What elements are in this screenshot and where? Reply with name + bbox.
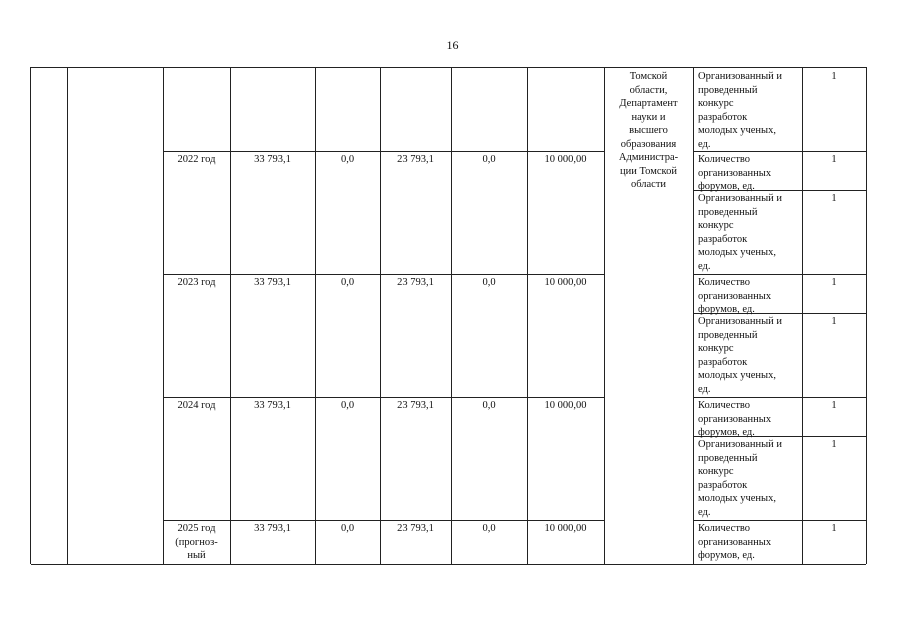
amount-cell: 0,0 <box>340 277 355 288</box>
amount-cell: 0,0 <box>482 277 496 288</box>
text-line: ный <box>187 550 206 561</box>
indicator-value-cell: 1 <box>831 154 837 165</box>
grid-line-horizontal <box>693 564 866 565</box>
text-line: высшего <box>629 125 668 136</box>
year-cell <box>163 520 230 563</box>
text-line: молодых ученых, <box>698 370 776 381</box>
amount-cell: 33 793,1 <box>254 277 291 288</box>
text-line: проведенный <box>698 84 758 96</box>
amount-cell: 23 793,1 <box>397 400 434 411</box>
text-line: форумов, ед. <box>698 550 755 561</box>
indicator-value-cell: 1 <box>831 193 837 204</box>
text-line: конкурс <box>698 98 734 109</box>
responsible-executor-cell <box>604 68 693 192</box>
amount-cell: 0,0 <box>482 154 496 165</box>
indicator-name-cell <box>693 190 802 273</box>
text-line: 2023 год <box>177 277 216 288</box>
amount-cell: 10 000,00 <box>544 277 587 288</box>
amount-cell: 23 793,1 <box>397 154 434 165</box>
text-line: ед. <box>698 260 711 272</box>
text-line: Организованный и <box>698 193 783 204</box>
text-line: молодых ученых, <box>698 125 776 136</box>
indicator-name-cell <box>693 68 802 151</box>
text-line: разработок <box>698 233 748 245</box>
text-line: организованных <box>698 413 772 425</box>
amount-cell: 33 793,1 <box>254 523 291 534</box>
text-line: 2022 год <box>177 154 216 165</box>
indicator-value-cell: 1 <box>831 277 837 288</box>
indicator-name-cell <box>693 313 802 396</box>
grid-line-horizontal <box>604 564 693 565</box>
budget-table <box>30 67 867 564</box>
year-cell <box>163 397 230 413</box>
text-line: области, <box>629 84 668 96</box>
text-line: разработок <box>698 111 748 123</box>
text-line: организованных <box>698 536 772 548</box>
grid-line-vertical <box>67 68 68 564</box>
text-line: Организованный и <box>698 71 783 82</box>
amount-cell: 10 000,00 <box>544 154 587 165</box>
text-line: науки и <box>631 111 666 123</box>
text-line: проведенный <box>698 329 758 341</box>
text-line: Организованный и <box>698 316 783 327</box>
text-line: ции Томской <box>620 165 677 177</box>
grid-line-vertical <box>163 68 164 564</box>
text-line: 2025 год <box>177 523 216 534</box>
grid-line-vertical <box>230 68 231 564</box>
text-line: образования <box>620 138 677 150</box>
text-line: разработок <box>698 479 748 491</box>
amount-cell: 23 793,1 <box>397 523 434 534</box>
page-number: 16 <box>446 38 459 52</box>
text-line: ед. <box>698 506 711 518</box>
text-line: Количество <box>698 154 751 165</box>
text-line: разработок <box>698 356 748 368</box>
text-line: Организованный и <box>698 439 783 450</box>
text-line: Томской <box>629 71 668 82</box>
text-line: молодых ученых, <box>698 247 776 258</box>
text-line: Количество <box>698 523 751 534</box>
year-cell <box>163 274 230 290</box>
grid-line-vertical <box>451 68 452 564</box>
grid-line-vertical <box>315 68 316 564</box>
year-cell <box>163 151 230 167</box>
text-line: конкурс <box>698 466 734 477</box>
indicator-value-cell: 1 <box>831 71 837 82</box>
indicator-name-cell <box>693 397 802 440</box>
text-line: форумов, ед. <box>698 181 755 192</box>
amount-cell: 0,0 <box>340 154 355 165</box>
amount-cell: 23 793,1 <box>397 277 434 288</box>
text-line: форумов, ед. <box>698 427 755 438</box>
amount-cell: 0,0 <box>340 400 355 411</box>
text-line: организованных <box>698 167 772 179</box>
indicator-name-cell <box>693 274 802 317</box>
text-line: ед. <box>698 383 711 395</box>
indicator-name-cell <box>693 436 802 519</box>
text-line: проведенный <box>698 206 758 218</box>
indicator-name-cell <box>693 520 802 563</box>
amount-cell: 10 000,00 <box>544 523 587 534</box>
text-line: Количество <box>698 400 751 411</box>
grid-line-horizontal <box>31 564 163 565</box>
amount-cell: 33 793,1 <box>254 154 291 165</box>
grid-line-horizontal <box>163 564 604 565</box>
amount-cell: 0,0 <box>482 523 496 534</box>
text-line: конкурс <box>698 343 734 354</box>
amount-cell: 10 000,00 <box>544 400 587 411</box>
indicator-value-cell: 1 <box>831 523 837 534</box>
indicator-name-cell <box>693 151 802 194</box>
amount-cell: 0,0 <box>340 523 355 534</box>
text-line: Администра- <box>618 152 679 163</box>
text-line: конкурс <box>698 220 734 231</box>
text-line: Количество <box>698 277 751 288</box>
indicator-value-cell: 1 <box>831 439 837 450</box>
indicator-value-cell: 1 <box>831 400 837 411</box>
text-line: области <box>630 179 667 190</box>
grid-line-vertical <box>380 68 381 564</box>
text-line: 2024 год <box>177 400 216 411</box>
amount-cell: 33 793,1 <box>254 400 291 411</box>
grid-line-vertical <box>527 68 528 564</box>
text-line: ед. <box>698 138 711 150</box>
text-line: Департамент <box>619 98 678 109</box>
text-line: форумов, ед. <box>698 304 755 315</box>
text-line: молодых ученых, <box>698 493 776 504</box>
indicator-value-cell: 1 <box>831 316 837 327</box>
text-line: организованных <box>698 290 772 302</box>
amount-cell: 0,0 <box>482 400 496 411</box>
grid-line-vertical <box>866 68 867 564</box>
text-line: проведенный <box>698 452 758 464</box>
text-line: (прогноз- <box>175 536 218 548</box>
